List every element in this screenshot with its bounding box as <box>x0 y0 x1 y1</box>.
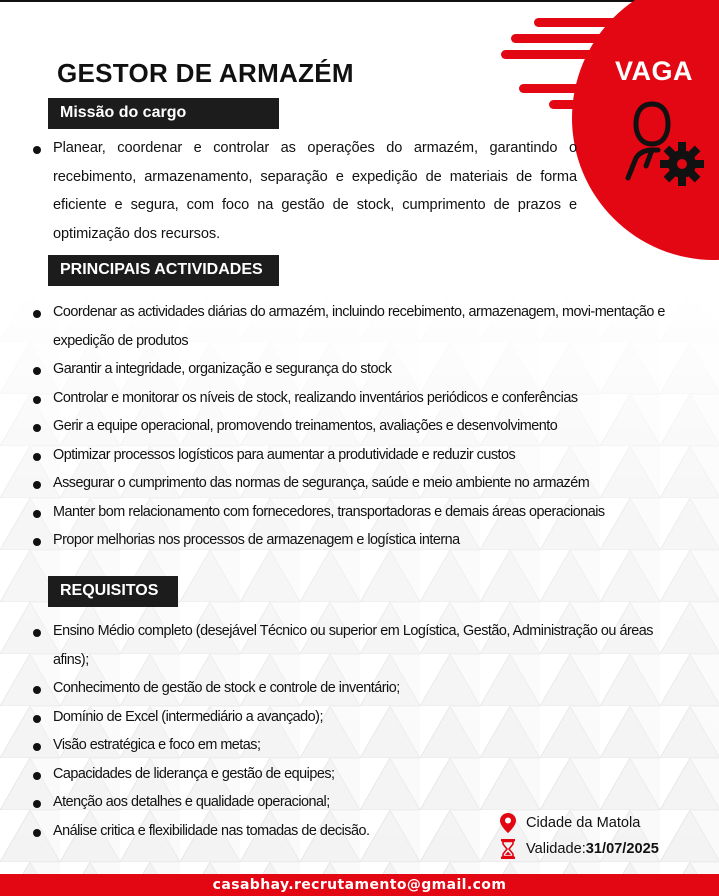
bullet-dot <box>33 800 41 808</box>
validity-info <box>500 839 659 859</box>
location-pin-icon <box>500 813 516 833</box>
hourglass-icon <box>500 839 516 859</box>
validity-label: Validade: <box>526 841 586 857</box>
bullet-dot <box>33 146 41 154</box>
mission-heading: Missão do cargo <box>48 98 279 129</box>
mission-item: Planear, coordenar e controlar as operações do armazém, garantindo o recebimento, armazenamento, separação e expedição de materiais de forma eficiente e segura, com foco na gestão de stock, cumprimento de prazos e optimização dos recursos. <box>33 134 577 248</box>
bullet-dot <box>33 453 41 461</box>
requirements-list <box>33 617 653 845</box>
activity-item: Gerir a equipe operacional, promovendo treinamentos, avaliações e desenvolvimento <box>33 412 697 441</box>
validity-date: 31/07/2025 <box>585 841 659 857</box>
requirement-item: Análise critica e flexibilidade nas tomadas de decisão. <box>33 817 433 846</box>
activity-item: Garantir a integridade, organização e segurança do stock <box>33 355 697 384</box>
bullet-dot <box>33 715 41 723</box>
requirement-item: Capacidades de liderança e gestão de equipes; <box>33 760 653 789</box>
mission-list <box>33 134 577 248</box>
activity-item: Coordenar as actividades diárias do armazém, incluindo recebimento, armazenagem, movi-mentação e expedição de produtos <box>33 298 697 355</box>
footer-email: casabhay.recrutamento@gmail.com <box>0 874 719 896</box>
requirement-item: Atenção aos detalhes e qualidade operacional; <box>33 788 653 817</box>
requirements-heading: REQUISITOS <box>48 576 178 607</box>
activities-heading: PRINCIPAIS ACTIVIDADES <box>48 255 279 286</box>
bullet-dot <box>33 743 41 751</box>
bullet-dot <box>33 424 41 432</box>
requirement-item: Ensino Médio completo (desejável Técnico ou superior em Logística, Gestão, Administração ou áreas afins); <box>33 617 653 674</box>
activity-item: Optimizar processos logísticos para aumentar a produtividade e reduzir custos <box>33 441 697 470</box>
bullet-dot <box>33 772 41 780</box>
bullet-dot <box>33 310 41 318</box>
requirement-item: Conhecimento de gestão de stock e controle de inventário; <box>33 674 653 703</box>
bullet-dot <box>33 829 41 837</box>
person-gear-icon <box>622 98 712 188</box>
activity-item: Propor melhorias nos processos de armazenagem e logística interna <box>33 526 697 555</box>
bullet-dot <box>33 367 41 375</box>
bullet-dot <box>33 396 41 404</box>
bullet-dot <box>33 629 41 637</box>
bullet-dot <box>33 538 41 546</box>
activity-item: Manter bom relacionamento com fornecedores, transportadoras e demais áreas operacionais <box>33 498 697 527</box>
location-info <box>500 813 640 833</box>
activities-list <box>33 298 697 555</box>
location-text: Cidade da Matola <box>526 815 641 831</box>
vaga-badge: VAGA <box>615 56 694 86</box>
activity-item: Assegurar o cumprimento das normas de segurança, saúde e meio ambiente no armazém <box>33 469 697 498</box>
bullet-dot <box>33 510 41 518</box>
page-title: GESTOR DE ARMAZÉM <box>57 58 354 88</box>
activity-item: Controlar e monitorar os níveis de stock, realizando inventários periódicos e conferências <box>33 384 697 413</box>
requirement-item: Domínio de Excel (intermediário a avançado); <box>33 703 653 732</box>
bullet-dot <box>33 686 41 694</box>
bullet-dot <box>33 481 41 489</box>
requirement-item: Visão estratégica e foco em metas; <box>33 731 653 760</box>
